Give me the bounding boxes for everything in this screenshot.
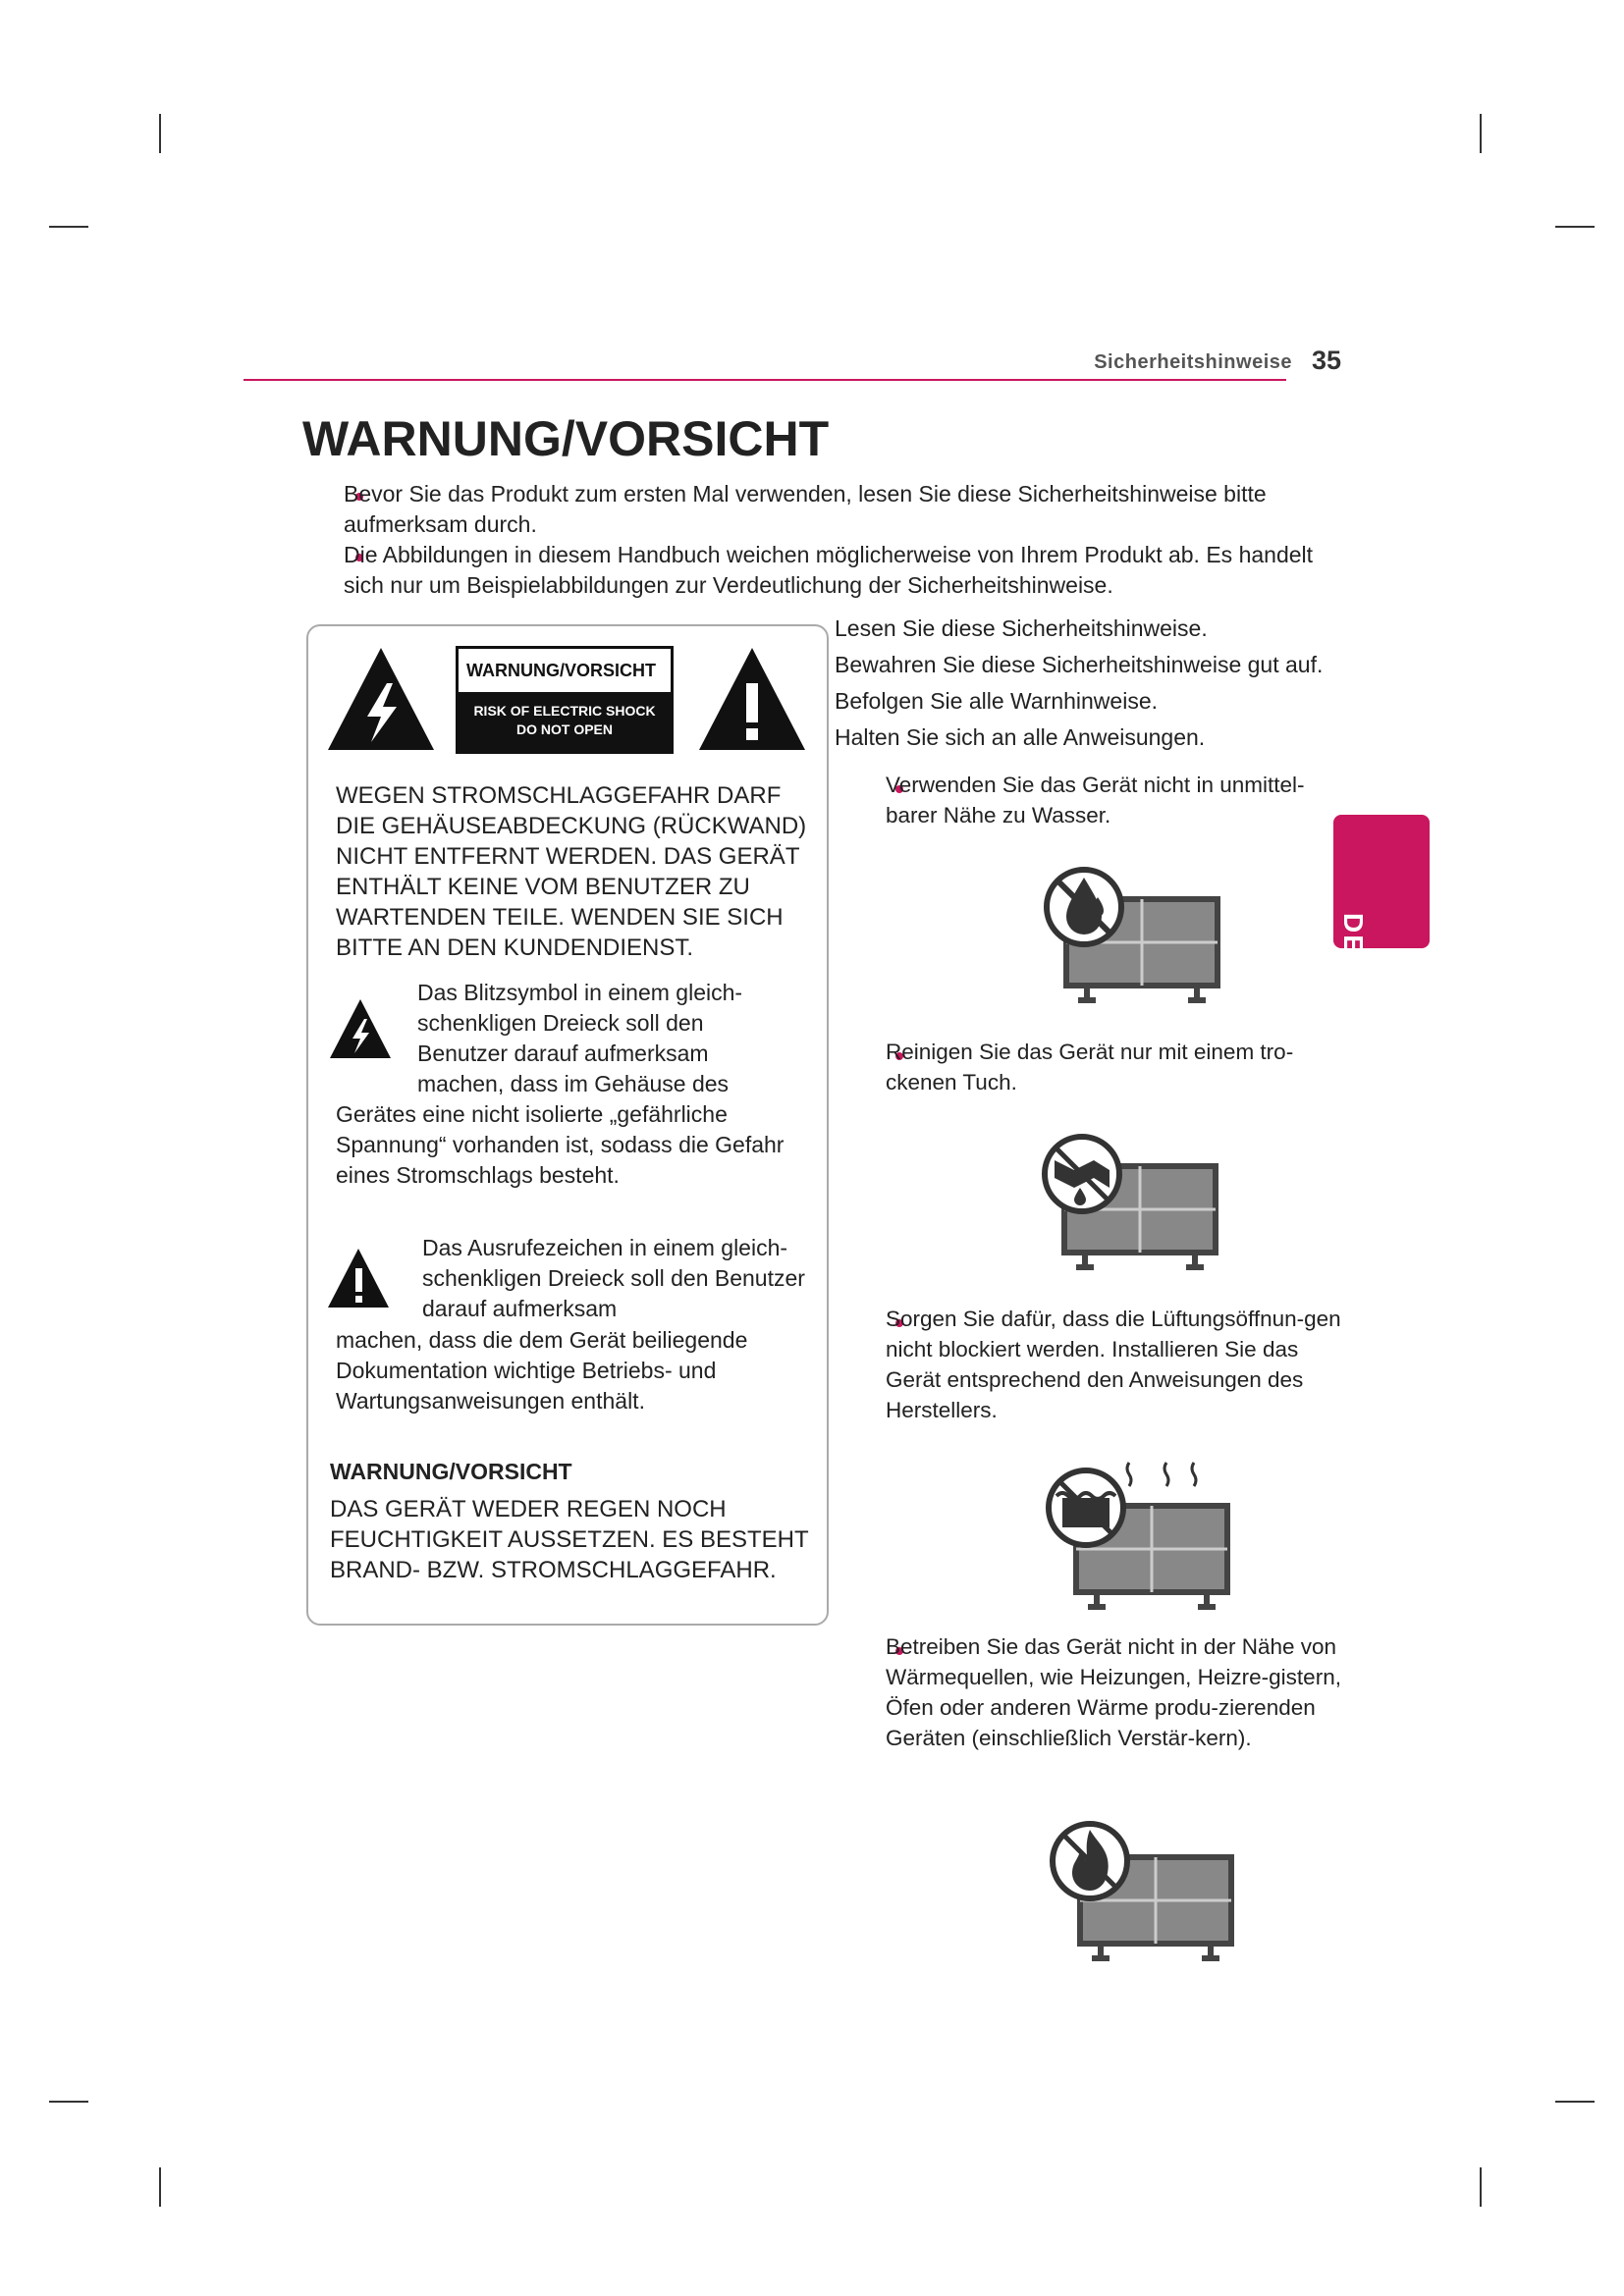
- crop-mark: [159, 114, 161, 153]
- no-cover-vents-icon: [1043, 1459, 1239, 1616]
- crop-mark: [1480, 114, 1482, 153]
- list-item: Lesen Sie diese Sicherheitshinweise.: [835, 615, 1208, 641]
- warning-label-line2: DO NOT OPEN: [515, 721, 613, 737]
- intro-paragraph: Die Abbildungen in diesem Handbuch weichen möglicherweise von Ihrem Produkt ab. Es handelt sich nur um Beispielabbildungen zur Verdeutlichung der Sicherheitshinweise.: [344, 542, 1314, 598]
- instruction-dry-cloth: Reinigen Sie das Gerät nur mit einem tro-ckenen Tuch.: [886, 1040, 1294, 1095]
- lightning-explanation-cont: Gerätes eine nicht isolierte „gefährliche Spannung“ vorhanden ist, sodass die Gefahr eines Stromschlags besteht.: [336, 1101, 785, 1188]
- no-wet-cloth-icon: [1039, 1131, 1225, 1274]
- warning-main-text: WEGEN STROMSCHLAGGEFAHR DARF DIE GEHÄUSEABDECKUNG (RÜCKWAND) NICHT ENTFERNT WERDEN. DAS GERÄT ENTHÄLT KEINE VOM BENUTZER ZU WARTENDEN TEILE. WENDEN SIE SICH BITTE AN DEN KUNDENDIENST.: [336, 782, 807, 961]
- no-water-icon: [1041, 864, 1227, 1007]
- language-tab: [1333, 815, 1430, 955]
- exclamation-warning-icon: [695, 644, 809, 754]
- warning-label-banner: [459, 692, 671, 751]
- list-item: Halten Sie sich an alle Anweisungen.: [835, 724, 1206, 750]
- exclamation-explanation-cont: machen, dass die dem Gerät beiliegende Dokumentation wichtige Betriebs- und Wartungsanweisungen enthält.: [336, 1327, 748, 1414]
- lightning-explanation: Das Blitzsymbol in einem gleich-schenkligen Dreieck soll den Benutzer darauf aufmerksam machen, dass im Gehäuse des: [417, 980, 743, 1096]
- intro-paragraph: Bevor Sie das Produkt zum ersten Mal verwenden, lesen Sie diese Sicherheitshinweise bitte aufmerksam durch.: [344, 481, 1267, 537]
- list-item: Befolgen Sie alle Warnhinweise.: [835, 688, 1158, 714]
- no-heat-source-icon: [1047, 1818, 1243, 1971]
- read-list: [835, 611, 1345, 756]
- header-divider: [244, 379, 1286, 381]
- section-title: Sicherheitshinweise: [1094, 351, 1292, 373]
- crop-mark: [49, 226, 88, 228]
- exclamation-explanation: Das Ausrufezeichen in einem gleich-schenkligen Dreieck soll den Benutzer darauf aufmerksam: [422, 1235, 805, 1321]
- warning-label: [456, 646, 674, 754]
- language-tab-label: DE: [1338, 913, 1369, 955]
- moisture-warning-text: DAS GERÄT WEDER REGEN NOCH FEUCHTIGKEIT AUSSETZEN. ES BESTEHT BRAND- BZW. STROMSCHLAGGEFAHR.: [330, 1496, 809, 1583]
- crop-mark: [159, 2167, 161, 2207]
- page-title: WARNUNG/VORSICHT: [302, 411, 830, 466]
- crop-mark: [1555, 2101, 1595, 2103]
- small-exclamation-icon: [326, 1247, 391, 1309]
- crop-mark: [49, 2101, 88, 2103]
- instruction-water: Verwenden Sie das Gerät nicht in unmittel-barer Nähe zu Wasser.: [886, 773, 1305, 828]
- crop-mark: [1480, 2167, 1482, 2207]
- list-item: Bewahren Sie diese Sicherheitshinweise gut auf.: [835, 652, 1324, 677]
- crop-mark: [1555, 226, 1595, 228]
- page-number: 35: [1312, 346, 1342, 375]
- warning-label-title: WARNUNG/VORSICHT: [466, 661, 656, 680]
- instruction-ventilation: Sorgen Sie dafür, dass die Lüftungsöffnun-gen nicht blockiert werden. Installieren Sie das Gerät entsprechend den Anweisungen des Herstellers.: [886, 1307, 1341, 1422]
- warning-label-line1: RISK OF ELECTRIC SHOCK: [473, 703, 656, 719]
- small-lightning-icon: [328, 997, 393, 1060]
- instruction-heat-source: Betreiben Sie das Gerät nicht in der Nähe von Wärmequellen, wie Heizungen, Heizre-gistern, Öfen oder anderen Wärme produ-zierenden Geräten (einschließlich Verstär-kern).: [886, 1634, 1341, 1750]
- lightning-warning-icon: [324, 644, 438, 754]
- warning-subheading: WARNUNG/VORSICHT: [330, 1459, 572, 1484]
